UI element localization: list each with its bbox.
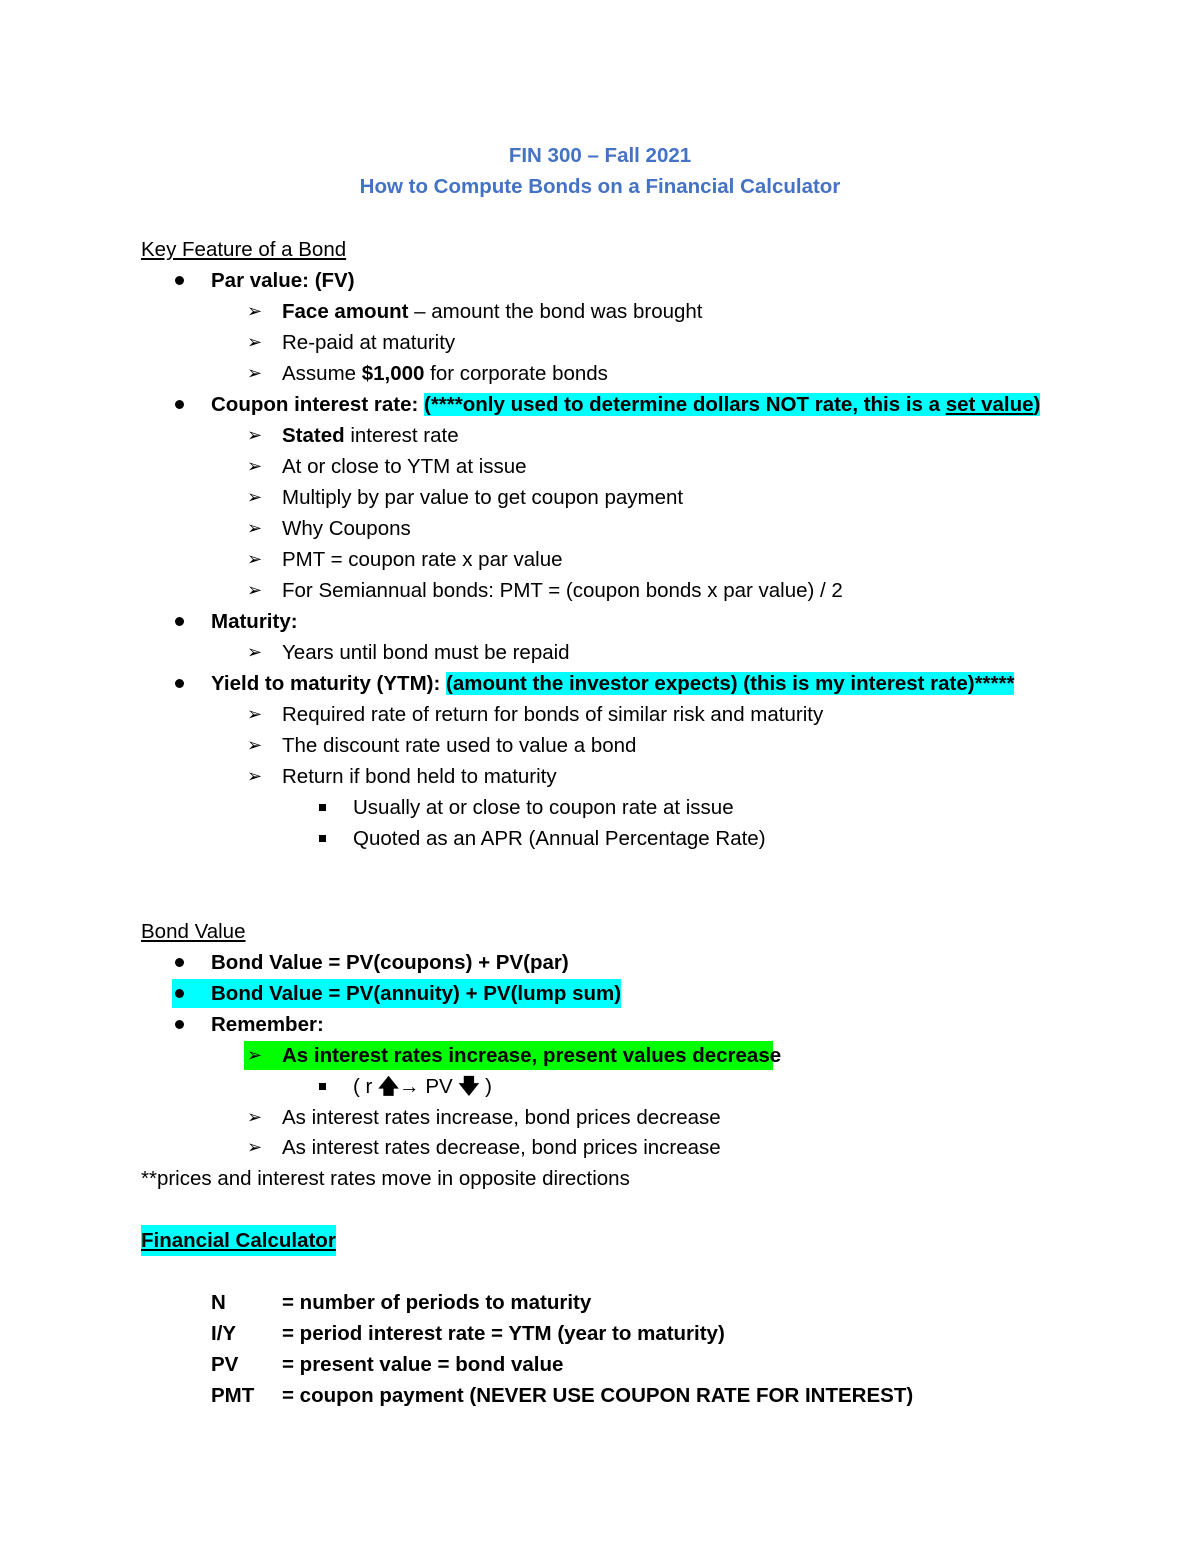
formula-2: Bond Value = PV(annuity) + PV(lump sum) [211,982,622,1005]
square-bullet-icon [319,835,326,842]
list-item-quoted: Quoted as an APR (Annual Percentage Rate) [353,827,766,850]
list-item-multiply: Multiply by par value to get coupon payment [282,486,684,509]
def-pmt: = coupon payment (NEVER USE COUPON RATE FOR INTEREST) [282,1384,914,1407]
arrow-bullet-icon: ➢ [247,766,263,786]
par-value-label: Par value: (FV) [211,269,355,292]
list-item-usually: Usually at or close to coupon rate at issue [353,796,734,819]
term-pv: PV [211,1353,239,1376]
square-bullet-icon [319,804,326,811]
arrow-bullet-icon: ➢ [247,580,263,600]
list-item-decrease-price: As interest rates decrease, bond prices increase [282,1136,721,1159]
arrow-bullet-icon: ➢ [247,487,263,507]
arrow-bullet-icon: ➢ [247,549,263,569]
arrow-bullet-icon: ➢ [247,425,263,445]
list-item-required: Required rate of return for bonds of similar risk and maturity [282,703,824,726]
term-pmt: PMT [211,1384,255,1407]
term-n: N [211,1291,226,1314]
arrow-up-icon: 🡅 [378,1075,400,1098]
arrow-bullet-icon: ➢ [247,642,263,662]
list-item-increase-price: As interest rates increase, bond prices decrease [282,1106,721,1129]
list-item-ytm-issue: At or close to YTM at issue [282,455,527,478]
list-item-discount: The discount rate used to value a bond [282,734,637,757]
opposite-directions-note: **prices and interest rates move in opposite directions [141,1167,630,1190]
maturity-label: Maturity: [211,610,298,633]
formula-1: Bond Value = PV(coupons) + PV(par) [211,951,569,974]
def-iy: = period interest rate = YTM (year to maturity) [282,1322,725,1345]
remember-label: Remember: [211,1013,324,1036]
def-n: = number of periods to maturity [282,1291,592,1314]
arrow-bullet-icon: ➢ [247,518,263,538]
bullet-icon [175,989,184,998]
bullet-icon [175,276,184,285]
list-item-face-amount: Face amount – amount the bond was brought [282,300,703,323]
list-item-stated: Stated interest rate [282,424,459,447]
arrow-bullet-icon: ➢ [247,735,263,755]
list-item-why-coupons: Why Coupons [282,517,411,540]
arrow-bullet-icon: ➢ [247,363,263,383]
arrow-bullet-icon: ➢ [247,456,263,476]
list-item-return: Return if bond held to maturity [282,765,557,788]
bullet-icon [175,958,184,967]
arrow-bullet-icon: ➢ [247,301,263,321]
arrow-bullet-icon: ➢ [247,332,263,352]
section-heading-key-feature: Key Feature of a Bond [141,238,347,261]
list-item-increase-pv: As interest rates increase, present values decrease [282,1044,782,1067]
arrow-bullet-icon: ➢ [247,1107,263,1127]
term-iy: I/Y [211,1322,237,1345]
arrow-bullet-icon: ➢ [247,1045,263,1065]
arrow-bullet-icon: ➢ [247,1137,263,1157]
course-title: FIN 300 – Fall 2021 [508,144,692,167]
bullet-icon [175,1020,184,1029]
arrow-down-icon: 🡇 [458,1075,480,1098]
ytm-item: Yield to maturity (YTM): (amount the investor expects) (this is my interest rate)***** [211,672,1015,695]
section-heading-financial-calculator: Financial Calculator [141,1225,336,1256]
def-pv: = present value = bond value [282,1353,564,1376]
section-heading-bond-value: Bond Value [141,920,246,943]
bullet-icon [175,679,184,688]
document-subtitle: How to Compute Bonds on a Financial Calculator [359,175,841,198]
arrow-bullet-icon: ➢ [247,704,263,724]
list-item-semiannual: For Semiannual bonds: PMT = (coupon bonds x par value) / 2 [282,579,843,602]
list-item-years: Years until bond must be repaid [282,641,570,664]
list-item-repaid: Re-paid at maturity [282,331,456,354]
list-item-pmt: PMT = coupon rate x par value [282,548,563,571]
bullet-icon [175,400,184,409]
square-bullet-icon [319,1083,326,1090]
bullet-icon [175,617,184,626]
rate-arrow-line: ( r 🡅→ PV 🡇 ) [353,1075,492,1098]
coupon-rate-item: Coupon interest rate: (****only used to determine dollars NOT rate, this is a set value) [211,393,1041,416]
list-item-assume: Assume $1,000 for corporate bonds [282,362,608,385]
